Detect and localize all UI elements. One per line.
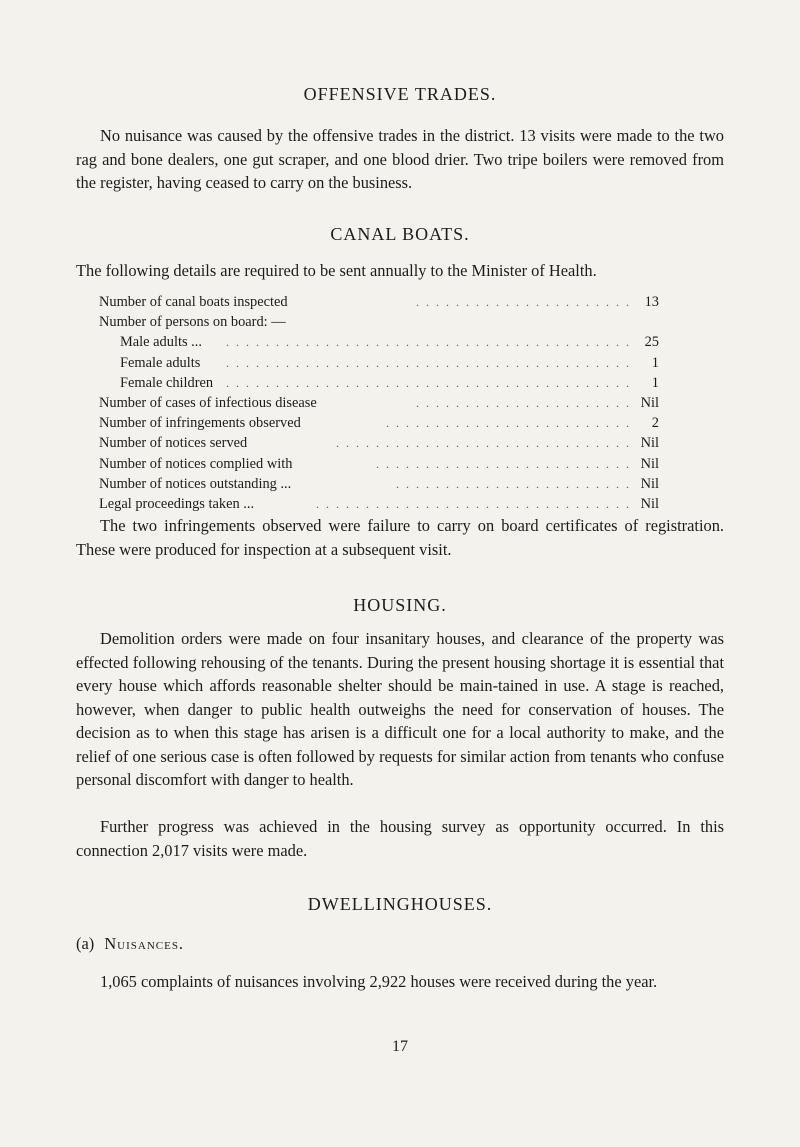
stat-value: Nil <box>640 455 659 472</box>
leader-dots: . . . . . . . . . . . . . . . . . . . . . . <box>416 395 631 410</box>
stat-value: 1 <box>651 374 659 391</box>
housing-paragraph-2: Further progress was achieved in the housing survey as opportunity occurred. In this connection 2,017 visits were made. <box>76 817 724 860</box>
subsection-title: Nuisances. <box>104 934 185 953</box>
stat-label: Number of notices outstanding ... <box>99 475 292 492</box>
stat-label: Number of persons on board: — <box>99 314 286 331</box>
leader-dots: . . . . . . . . . . . . . . . . . . . . . . . . . . . . . . . . . . . . . . . . . <box>226 375 631 390</box>
stat-label: Number of notices served <box>99 435 248 452</box>
nuisances-paragraph: 1,065 complaints of nuisances involving 2,922 houses were received during the year. <box>100 972 658 991</box>
stat-value: 1 <box>651 354 659 371</box>
stat-value: Nil <box>640 435 659 452</box>
stat-row <box>99 294 659 314</box>
offensive-trades-paragraph: No nuisance was caused by the offensive trades in the district. 13 visits were made to the two rag and bone dealers, one gut scraper, and one blood drier. Two tripe boilers were removed from the register, having ceased to carry on the business. <box>76 126 724 192</box>
stat-label: Male adults ... <box>120 334 202 351</box>
stat-label: Female children <box>120 374 214 391</box>
stat-row <box>99 334 659 354</box>
page-number: 17 <box>392 1038 408 1055</box>
stat-label: Number of infringements observed <box>99 415 301 432</box>
subsection-label: (a) <box>76 934 95 953</box>
stat-row <box>99 476 659 496</box>
stat-value: 13 <box>644 294 659 310</box>
nuisances-subsection <box>76 932 724 956</box>
canal-boats-closing: The two infringements observed were failure to carry on board certificates of registration. These were produced for inspection at a subsequent visit. <box>76 516 724 559</box>
stat-label: Number of notices complied with <box>99 455 293 472</box>
offensive-trades-heading: OFFENSIVE TRADES. <box>303 84 497 104</box>
canal-boats-intro: The following details are required to be sent annually to the Minister of Health. <box>76 261 597 280</box>
stat-row <box>99 395 659 415</box>
stat-label: Number of canal boats inspected <box>99 294 288 310</box>
leader-dots: . . . . . . . . . . . . . . . . . . . . . . . . . . . . . . . . . . . . . . . . . <box>226 335 631 350</box>
dwellinghouses-heading: DWELLINGHOUSES. <box>307 894 493 914</box>
leader-dots: . . . . . . . . . . . . . . . . . . . . . . . . . . <box>376 456 631 471</box>
leader-dots: . . . . . . . . . . . . . . . . . . . . . . <box>416 295 631 309</box>
housing-paragraph-1: Demolition orders were made on four insanitary houses, and clearance of the property was effected following rehousing of the tenants. During the present housing shortage it is essential that every house which affords reasonable shelter should be main-tained in use. A stage is reached, however, when danger to public health outweighs the need for conservation of houses. The decision as to when this stage has arisen is a difficult one for a local authority to make, and the relief of one serious case is often followed by requests for similar action from tenants who confuse personal discomfort with danger to health. <box>76 629 724 789</box>
stat-row <box>99 456 659 476</box>
leader-dots: . . . . . . . . . . . . . . . . . . . . . . . . . . . . . . <box>336 436 631 451</box>
stat-value: 2 <box>651 415 659 432</box>
canal-boats-stats-table <box>99 294 659 516</box>
stat-label: Legal proceedings taken ... <box>99 495 255 512</box>
stat-row <box>99 355 659 375</box>
stat-value: Nil <box>640 495 659 512</box>
leader-dots: . . . . . . . . . . . . . . . . . . . . . . . . <box>396 476 631 491</box>
leader-dots: . . . . . . . . . . . . . . . . . . . . . . . . . <box>386 416 631 431</box>
leader-dots: . . . . . . . . . . . . . . . . . . . . . . . . . . . . . . . . <box>316 496 631 511</box>
stat-row <box>99 375 659 395</box>
stat-value: Nil <box>640 475 659 492</box>
stat-row <box>99 435 659 455</box>
canal-boats-heading: CANAL BOATS. <box>330 224 470 244</box>
stat-row <box>99 314 659 334</box>
stat-value: Nil <box>640 394 659 411</box>
stat-row <box>99 415 659 435</box>
leader-dots: . . . . . . . . . . . . . . . . . . . . . . . . . . . . . . . . . . . . . . . . . <box>226 355 631 370</box>
stat-label: Female adults <box>120 354 201 371</box>
stat-label: Number of cases of infectious disease <box>99 394 317 411</box>
housing-heading: HOUSING. <box>353 595 447 615</box>
stat-value: 25 <box>644 334 659 351</box>
